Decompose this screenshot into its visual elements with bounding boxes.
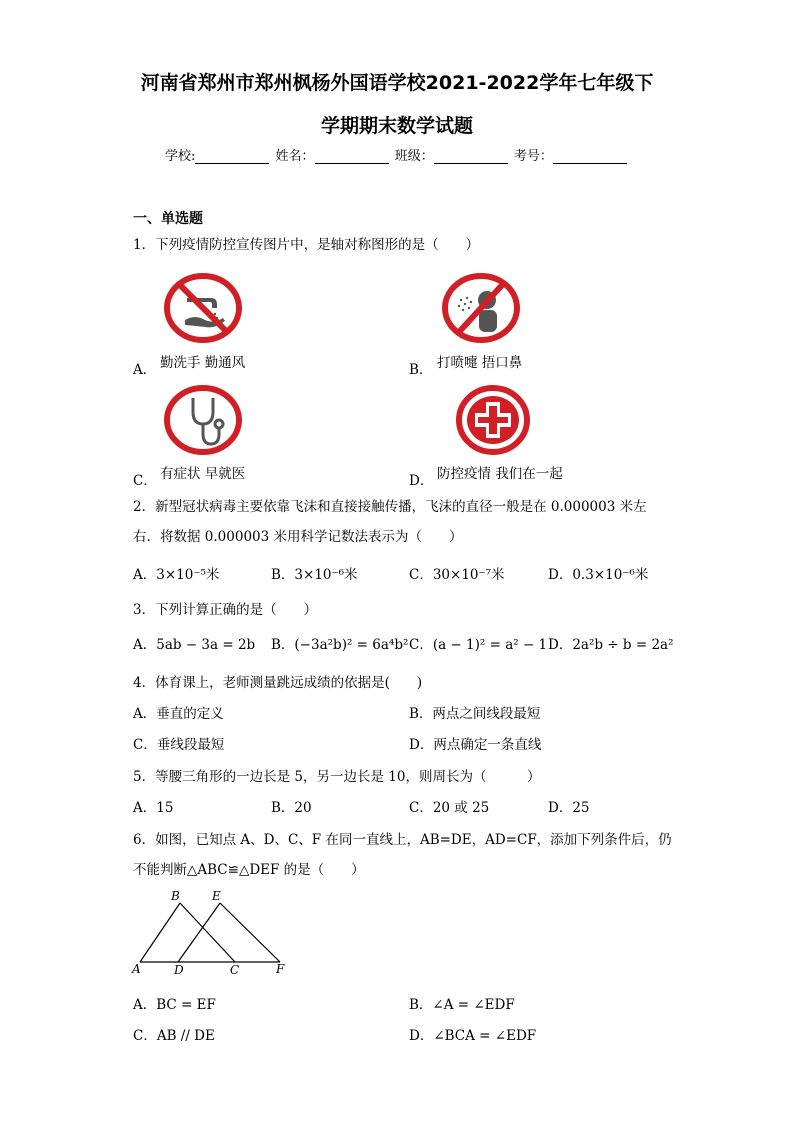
student-info-line <box>165 145 629 164</box>
red-cross-icon <box>455 384 531 456</box>
q4-option-d: D．两点确定一条直线 <box>409 737 542 753</box>
exam-title-line1: 河南省郑州市郑州枫杨外国语学校2021-2022学年七年级下 <box>140 72 654 94</box>
q4-option-b: B．两点之间线段最短 <box>409 706 541 722</box>
q1-option-b-letter: B． <box>409 362 433 378</box>
handwash-icon <box>163 272 243 344</box>
q4-option-a: A．垂直的定义 <box>133 706 224 722</box>
q2-option-c: C．30×10⁻⁷米 <box>409 567 505 583</box>
q1-option-b-caption: 打喷嚏 捂口鼻 <box>437 355 523 371</box>
figure-label-c: C <box>230 963 240 977</box>
q3-option-a: A．5ab − 3a = 2b <box>133 637 256 653</box>
figure-label-e: E <box>212 889 221 903</box>
school-blank <box>195 149 269 164</box>
q3-option-b: B．(−3a²b)² = 6a⁴b² <box>271 637 409 653</box>
exam-title-line2: 学期期末数学试题 <box>320 115 473 137</box>
q6-option-b: B．∠A = ∠EDF <box>409 997 515 1013</box>
q1-stem: 1．下列疫情防控宣传图片中，是轴对称图形的是（ ） <box>133 237 480 253</box>
figure-label-b: B <box>171 889 180 903</box>
q5-option-b: B．20 <box>271 800 312 816</box>
q3-option-d: D．2a²b ÷ b = 2a² <box>548 637 674 653</box>
q1-option-d-letter: D． <box>409 473 434 489</box>
q6-option-a: A．BC = EF <box>133 997 216 1013</box>
name-blank <box>315 149 389 164</box>
class-blank <box>434 149 508 164</box>
q4-stem: 4．体育课上，老师测量跳远成绩的依据是( ) <box>133 675 423 691</box>
exam-number-blank <box>553 149 627 164</box>
class-label: 班级： <box>394 149 434 164</box>
q6-stem-line2: 不能判断△ABC≌△DEF 的是（ ） <box>133 862 365 878</box>
q2-stem-line1: 2．新型冠状病毒主要依靠飞沫和直接接触传播，飞沫的直径一般是在 0.000003 米左 <box>133 499 647 515</box>
q3-stem: 3．下列计算正确的是（ ） <box>133 602 318 618</box>
sneeze-icon <box>441 272 521 344</box>
exam-number-label: 考号： <box>513 149 553 164</box>
q2-option-a: A．3×10⁻⁵米 <box>133 567 220 583</box>
q5-option-c: C．20 或 25 <box>409 800 490 816</box>
q5-option-a: A．15 <box>133 800 174 816</box>
q2-option-b: B．3×10⁻⁶米 <box>271 567 358 583</box>
q5-option-d: D．25 <box>548 800 590 816</box>
q1-option-a-letter: A． <box>133 362 157 378</box>
q1-option-c-letter: C． <box>133 473 157 489</box>
q4-option-c: C．垂线段最短 <box>133 737 225 753</box>
figure-label-d: D <box>174 963 184 977</box>
stethoscope-icon <box>163 384 243 456</box>
q6-option-c: C．AB // DE <box>133 1028 215 1044</box>
section-heading: 一、单选题 <box>133 211 203 227</box>
q2-option-d: D．0.3×10⁻⁶米 <box>548 567 649 583</box>
name-label: 姓名： <box>275 149 315 164</box>
school-label: 学校: <box>165 149 196 164</box>
q6-stem-line1: 6．如图，已知点 A、D、C、F 在同一直线上，AB=DE，AD=CF，添加下列条件后，仍 <box>133 832 672 848</box>
figure-label-a: A <box>132 962 141 976</box>
q3-option-c: C．(a − 1)² = a² − 1 <box>409 637 548 653</box>
q1-option-d-caption: 防控疫情 我们在一起 <box>437 466 563 482</box>
q1-option-a-caption: 勤洗手 勤通风 <box>160 355 246 371</box>
triangle-figure <box>130 885 295 977</box>
q5-stem: 5．等腰三角形的一边长是 5，另一边长是 10，则周长为（ ） <box>133 769 541 785</box>
q2-stem-line2: 右．将数据 0.000003 米用科学记数法表示为（ ） <box>133 529 463 545</box>
figure-label-f: F <box>276 962 285 976</box>
q1-option-c-caption: 有症状 早就医 <box>160 466 246 482</box>
q6-option-d: D．∠BCA = ∠EDF <box>409 1028 537 1044</box>
